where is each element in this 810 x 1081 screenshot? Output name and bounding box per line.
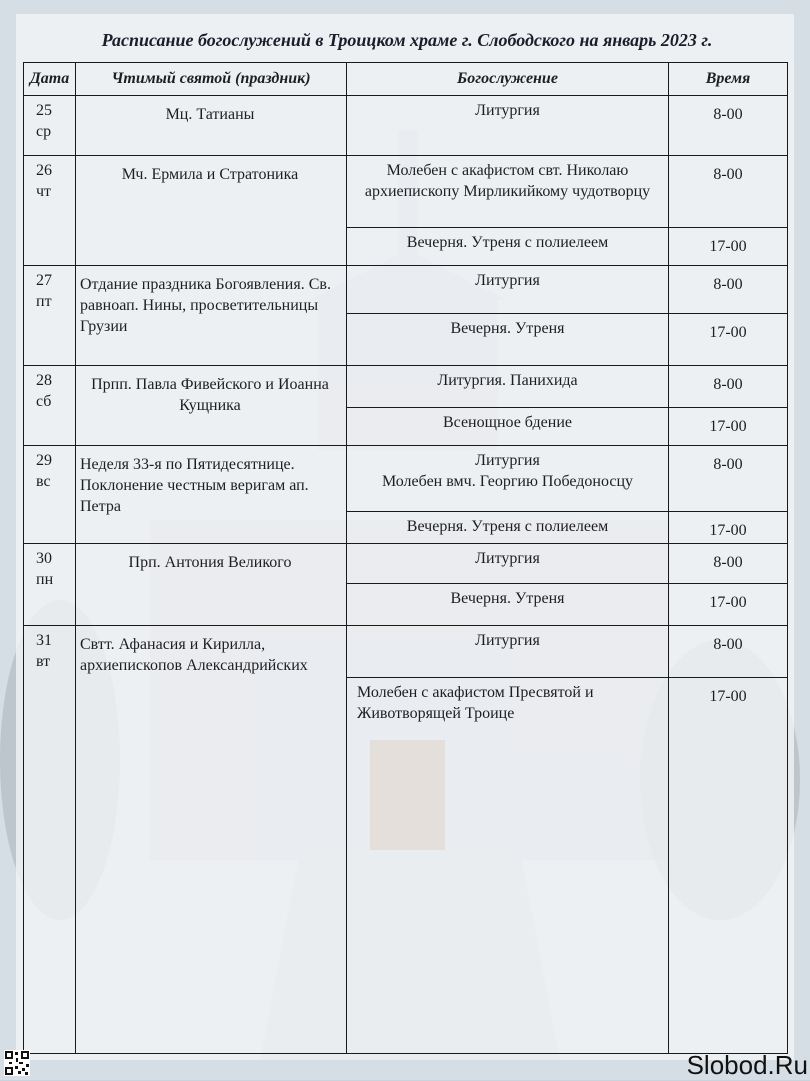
service-cell: Вечерня. Утреня с полиелеем — [347, 228, 669, 266]
table-row — [24, 366, 788, 408]
table-row — [24, 544, 788, 584]
weekday: пн — [36, 571, 54, 588]
header-saint: Чтимый святой (праздник) — [76, 63, 347, 96]
time-cell: 8-00 — [669, 96, 788, 156]
day-number: 26 — [36, 162, 52, 179]
service-cell: Литургия — [347, 96, 669, 156]
day-number: 27 — [36, 272, 52, 289]
table-row — [24, 446, 788, 512]
saint-cell: Прп. Антония Великого — [76, 544, 347, 626]
weekday: вс — [36, 473, 51, 490]
time-cell: 8-00 — [669, 266, 788, 314]
service-cell: Литургия — [347, 544, 669, 584]
header-service: Богослужение — [347, 63, 669, 96]
time-cell: 17-00 — [669, 512, 788, 544]
service-cell: Молебен с акафистом Пресвятой и Животворящей Троице — [347, 678, 669, 1054]
time-cell: 17-00 — [669, 678, 788, 1054]
saint-cell: Мц. Татианы — [76, 96, 347, 156]
date-cell — [24, 366, 76, 446]
weekday: ср — [36, 123, 52, 140]
time-cell: 17-00 — [669, 584, 788, 626]
service-cell: Вечерня. Утреня с полиелеем — [347, 512, 669, 544]
weekday: вт — [36, 653, 51, 670]
day-number: 28 — [36, 372, 52, 389]
time-cell: 8-00 — [669, 366, 788, 408]
service-line: Молебен вмч. Георгию Победоносцу — [381, 473, 634, 490]
site-brand: Slobod.Ru — [686, 1050, 808, 1080]
service-cell — [347, 446, 669, 512]
table-row — [24, 156, 788, 228]
day-number: 25 — [36, 102, 52, 119]
weekday: чт — [36, 183, 52, 200]
time-cell: 8-00 — [669, 626, 788, 678]
service-cell: Литургия — [347, 626, 669, 678]
day-number: 31 — [36, 632, 52, 649]
service-cell: Вечерня. Утреня — [347, 584, 669, 626]
weekday: сб — [36, 393, 52, 410]
service-cell: Всенощное бдение — [347, 408, 669, 446]
service-cell: Молебен с акафистом свт. Николаю архиепископу Мирликийкому чудотворцу — [347, 156, 669, 228]
weekday: пт — [36, 293, 52, 310]
date-cell — [24, 544, 76, 626]
saint-cell: Неделя 33-я по Пятидесятнице. Поклонение честным веригам ап. Петра — [76, 446, 347, 544]
time-cell: 8-00 — [669, 544, 788, 584]
time-cell: 8-00 — [669, 156, 788, 228]
table-row — [24, 626, 788, 678]
table-row — [24, 96, 788, 156]
saint-cell: Свтт. Афанасия и Кирилла, архиепископов Александрийских — [76, 626, 347, 1054]
time-cell: 8-00 — [669, 446, 788, 512]
schedule-table — [23, 62, 788, 1054]
time-cell: 17-00 — [669, 228, 788, 266]
saint-cell: Прпп. Павла Фивейского и Иоанна Кущника — [76, 366, 347, 446]
day-number: 29 — [36, 452, 52, 469]
saint-cell: Отдание праздника Богоявления. Св. равноап. Нины, просветительницы Грузии — [76, 266, 347, 366]
time-cell: 17-00 — [669, 314, 788, 366]
date-cell — [24, 266, 76, 366]
qr-code-icon — [4, 1050, 30, 1076]
service-cell: Литургия. Панихида — [347, 366, 669, 408]
date-cell — [24, 626, 76, 1054]
page-title: Расписание богослужений в Троицком храме г. Слободского на январь 2023 г. — [101, 30, 713, 50]
service-cell: Литургия — [347, 266, 669, 314]
date-cell — [24, 446, 76, 544]
table-header-row — [24, 63, 788, 96]
time-cell: 17-00 — [669, 408, 788, 446]
header-date: Дата — [24, 63, 76, 96]
date-cell — [24, 96, 76, 156]
service-line: Литургия — [475, 452, 540, 469]
table-row — [24, 266, 788, 314]
service-cell: Вечерня. Утреня — [347, 314, 669, 366]
date-cell — [24, 156, 76, 266]
header-time: Время — [669, 63, 788, 96]
saint-cell: Мч. Ермила и Стратоника — [76, 156, 347, 266]
day-number: 30 — [36, 550, 52, 567]
